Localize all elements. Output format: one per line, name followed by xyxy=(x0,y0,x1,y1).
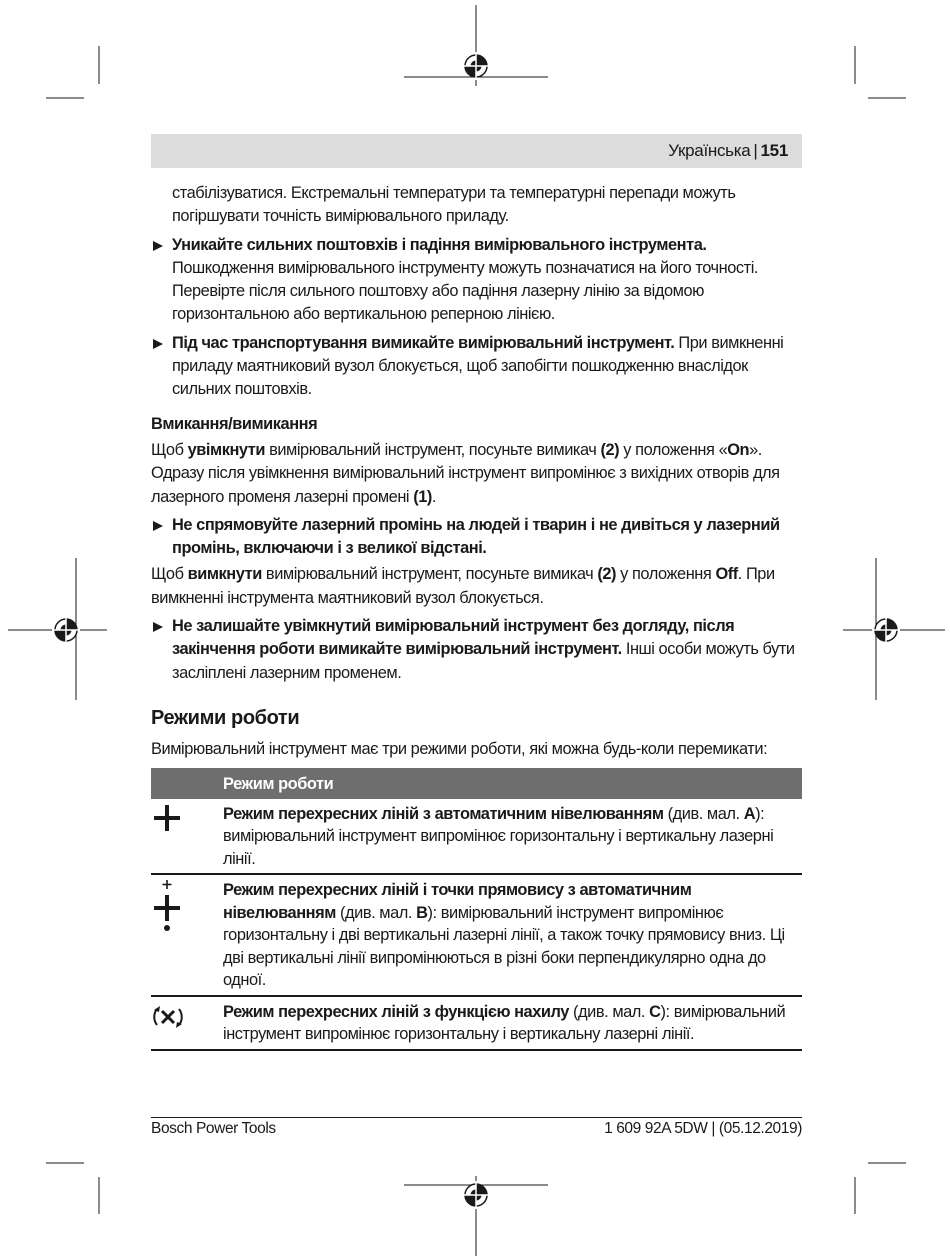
text-bold: On xyxy=(727,440,750,459)
table-row xyxy=(151,799,802,875)
mode-icon-cell xyxy=(151,996,219,1050)
text-run: (див. мал. xyxy=(568,1002,650,1021)
figure-ref: C xyxy=(649,1002,661,1021)
text-bold: (1) xyxy=(413,487,432,506)
text-run: у положення « xyxy=(619,440,728,459)
mode-name: Режим перехресних ліній з функцією нахилу xyxy=(223,1002,569,1021)
bullet-text: При вимкненні приладу маятниковий вузол блокується, щоб запобігти пошкодженню внаслідок сильних поштовхів. xyxy=(172,333,784,399)
text-run: ): xyxy=(755,804,765,823)
figure-ref: A xyxy=(743,804,756,823)
text-run: . xyxy=(431,487,437,506)
text-run: у положення xyxy=(616,565,716,584)
table-row xyxy=(151,996,802,1050)
cross-lines-plumb-icon xyxy=(151,879,183,935)
bullet-laser-warning xyxy=(151,514,803,561)
header-language: Українська xyxy=(668,141,751,160)
mode-description xyxy=(219,799,802,875)
text-run: вимірювальний інструмент випромінює горизонтальну і дві вертикальні лазерні лінії, а також точку прямовису вниз. Ці дві вертикальні лінії випромінюються в різні боки перпендикулярно одна до одної. xyxy=(223,903,785,990)
bullet-bold: Не залишайте увімкнутий вимірювальний інструмент без догляду, після закінчення роботи вимикайте вимірювальний інструмент. xyxy=(172,617,735,659)
registration-mark-top xyxy=(462,52,490,80)
text-run: вимірювальний інструмент, посуньте вимикач xyxy=(261,565,598,584)
section-intro: Вимірювальний інструмент має три режими роботи, які можна будь-коли перемикати: xyxy=(151,740,768,759)
text-bold: Off xyxy=(715,565,738,584)
bullet-triangle-icon xyxy=(153,339,163,349)
modes-table-header-row xyxy=(151,768,802,799)
text-run: (див. мал. xyxy=(335,903,417,922)
page-number: 151 xyxy=(760,141,788,160)
text-bold: вимкнути xyxy=(187,565,262,584)
subheading-on-off: Вмикання/вимикання xyxy=(151,414,318,433)
section-title-modes: Режими роботи xyxy=(151,706,300,729)
modes-table xyxy=(151,768,802,1051)
header-separator: | xyxy=(753,141,758,160)
bullet-text: Пошкодження вимірювального інструменту можуть позначатися на його точності. Перевірте після сильного поштовху або падіння лазерну лінію за відомою горизонтальною або вертикальною реперною лінією. xyxy=(172,258,758,324)
text-run: ): xyxy=(660,1002,670,1021)
modes-table-header-icon-cell xyxy=(151,768,219,799)
bullet-bold: Не спрямовуйте лазерний промінь на людей і тварин і не дивіться у лазерний промінь, включаючи і з великої відстані. xyxy=(172,515,780,558)
text-bold: (2) xyxy=(600,440,620,459)
text-run: вимірювальний інструмент випромінює горизонтальну і вертикальну лазерні лінії. xyxy=(223,1002,786,1044)
text-run: . При вимкненні інструмента маятниковий вузол блокується. xyxy=(151,565,775,607)
text-bold: (2) xyxy=(597,565,617,584)
bullet-triangle-icon xyxy=(153,622,163,632)
text-run: Щоб xyxy=(151,565,188,584)
cross-lines-icon xyxy=(151,803,183,833)
footer-doc-id: 1 609 92A 5DW | (05.12.2019) xyxy=(604,1120,802,1137)
bullet-transport xyxy=(151,332,803,402)
figure-ref: B xyxy=(416,903,428,922)
modes-table-header: Режим роботи xyxy=(219,768,802,799)
bullet-bold: Під час транспортування вимикайте вимірювальний інструмент. xyxy=(172,333,675,352)
header-text xyxy=(668,141,788,161)
text-run: вимірювальний інструмент випромінює горизонтальну і вертикальну лазерні лінії. xyxy=(223,827,774,868)
tilt-mode-icon xyxy=(151,1001,185,1031)
page-header xyxy=(151,134,802,168)
paragraph-switch-on xyxy=(151,439,803,509)
bullet-triangle-icon xyxy=(153,241,163,251)
bullet-shocks xyxy=(151,234,803,327)
text-run: вимірювальний інструмент, посуньте вимикач xyxy=(264,440,601,459)
page-content xyxy=(151,182,803,1051)
mode-icon-cell xyxy=(151,799,219,875)
footer-rule xyxy=(151,1117,802,1118)
text-run: ». Одразу після увімкнення вимірювальний інструмент випромінює з вихідних отворів для лазерного променя лазерні промені xyxy=(151,440,780,506)
text-run: ): xyxy=(427,903,437,922)
table-row xyxy=(151,874,802,996)
bullet-unattended xyxy=(151,615,803,685)
mode-icon-cell xyxy=(151,874,219,996)
mode-description xyxy=(219,874,802,996)
mode-name: Режим перехресних ліній з автоматичним нівелюванням xyxy=(223,804,664,823)
bullet-triangle-icon xyxy=(153,521,163,531)
footer-publisher: Bosch Power Tools xyxy=(151,1120,276,1137)
bullet-bold: Уникайте сильних поштовхів і падіння вимірювального інструмента. xyxy=(172,235,707,254)
bullet-text: Інші особи можуть бути засліплені лазерним променем. xyxy=(172,640,795,682)
text-bold: увімкнути xyxy=(187,440,265,459)
mode-name: Режим перехресних ліній і точки прямовису з автоматичним нівелюванням xyxy=(223,881,692,922)
paragraph-switch-off xyxy=(151,563,803,610)
text-run: Щоб xyxy=(151,440,188,459)
paragraph-continued: стабілізуватися. Екстремальні температури та температурні перепади можуть погіршувати точність вимірювального приладу. xyxy=(172,184,736,226)
text-run: (див. мал. xyxy=(663,804,744,823)
mode-description xyxy=(219,996,802,1050)
